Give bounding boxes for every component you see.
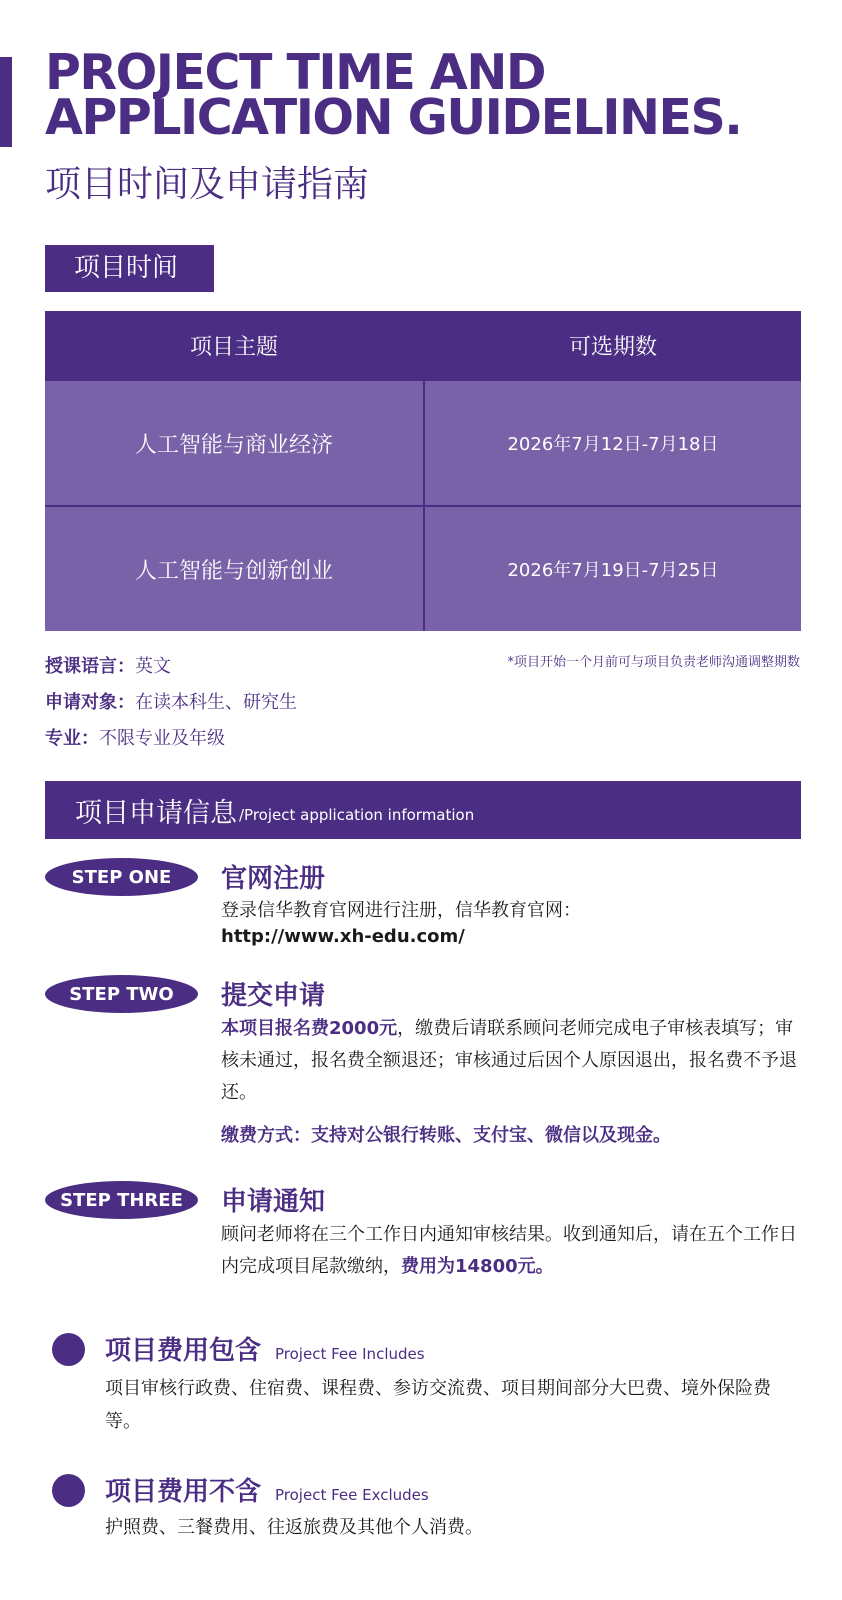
meta-major-value: 不限专业及年级 — [99, 728, 225, 749]
fee-includes-cn: 项目费用包含 — [105, 1336, 262, 1366]
table-header-topic: 项目主题 — [189, 334, 278, 360]
step-one-pill: STEP ONE — [45, 858, 198, 896]
registration-fee: 本项目报名费2000元 — [221, 1018, 398, 1039]
meta-language — [45, 652, 171, 678]
step-two-text: ，缴费后请联系顾问老师完成电子审核表填写；审核未通过，报名费全额退还；审核通过后因个人原因退出，报名费不予退还。 — [221, 1018, 797, 1103]
page-title-cn: 项目时间及申请指南 — [45, 164, 370, 205]
table-header-dates: 可选期数 — [423, 311, 801, 379]
meta-target-key: 申请对象： — [45, 692, 135, 713]
step-two-pill: STEP TWO — [45, 975, 198, 1013]
step-one-title: 官网注册 — [221, 864, 326, 894]
fee-excludes-body: 护照费、三餐费用、往返旅费及其他个人消费。 — [105, 1517, 483, 1538]
table-cell-topic: 人工智能与创新创业 — [134, 558, 333, 584]
table-row — [45, 379, 801, 505]
bullet-dot — [52, 1333, 85, 1366]
meta-language-value: 英文 — [135, 656, 171, 677]
fee-includes-body: 项目审核行政费、住宿费、课程费、参访交流费、项目期间部分大巴费、境外保险费等。 — [105, 1378, 771, 1432]
step-three-title: 申请通知 — [221, 1187, 326, 1217]
meta-target-value: 在读本科生、研究生 — [135, 692, 297, 713]
section-tag-schedule: 项目时间 — [45, 245, 214, 292]
step-two-body — [221, 1013, 805, 1109]
final-fee: 费用为14800元。 — [401, 1256, 554, 1277]
application-title-cn: 项目申请信息 — [75, 797, 237, 829]
table-cell-topic: 人工智能与商业经济 — [134, 432, 333, 458]
title-line-2: APPLICATION GUIDELINES. — [45, 89, 742, 146]
meta-major-key: 专业： — [45, 728, 99, 749]
fee-excludes-title — [105, 1471, 429, 1508]
fee-includes-title — [105, 1330, 425, 1367]
fee-excludes-cn: 项目费用不含 — [105, 1477, 262, 1507]
step-three-pill: STEP THREE — [45, 1181, 198, 1219]
meta-target — [45, 688, 297, 714]
page-title-en — [45, 44, 835, 146]
fee-includes-en: Project Fee Includes — [275, 1345, 425, 1363]
payment-methods: 缴费方式：支持对公银行转账、支付宝、微信以及现金。 — [221, 1125, 671, 1146]
table-cell-dates: 2026年7月19日-7月25日 — [423, 507, 801, 631]
accent-bar — [0, 57, 12, 147]
step-three-text: 顾问老师将在三个工作日内通知审核结果。收到通知后，请在五个工作日内完成项目尾款缴纳， — [221, 1224, 797, 1277]
title-line-1: PROJECT TIME AND — [45, 44, 545, 101]
schedule-note: *项目开始一个月前可与项目负责老师沟通调整期数 — [507, 655, 800, 670]
meta-language-key: 授课语言： — [45, 656, 135, 677]
website-link[interactable]: http://www.xh-edu.com/ — [221, 926, 465, 947]
step-one-text: 登录信华教育官网进行注册，信华教育官网： — [221, 900, 581, 921]
table-row — [45, 505, 801, 631]
step-three-body — [221, 1219, 805, 1283]
application-banner — [45, 781, 801, 839]
bullet-dot — [52, 1474, 85, 1507]
table-header-row — [45, 311, 801, 379]
step-two-title: 提交申请 — [221, 981, 326, 1011]
schedule-table — [45, 311, 801, 631]
meta-major — [45, 724, 225, 750]
step-one-body — [221, 898, 805, 950]
fee-excludes-en: Project Fee Excludes — [275, 1486, 429, 1504]
table-cell-dates: 2026年7月12日-7月18日 — [423, 381, 801, 505]
application-title-en: /Project application information — [239, 806, 475, 824]
